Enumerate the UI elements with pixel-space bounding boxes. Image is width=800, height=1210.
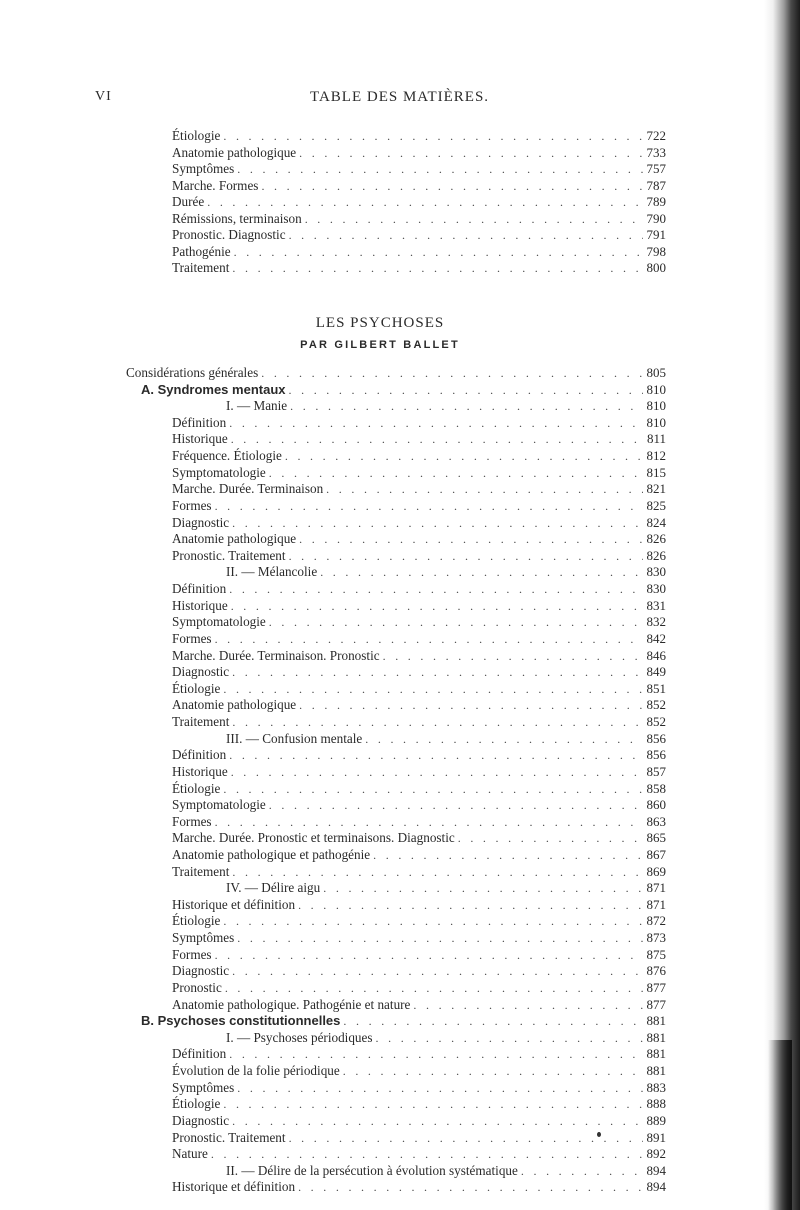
toc-entry-page: 849 xyxy=(646,664,666,680)
toc-entry-label: Diagnostic xyxy=(172,963,230,979)
dot-leader xyxy=(223,913,642,929)
toc-entry-label: Étiologie xyxy=(172,913,221,929)
toc-entry-page: 815 xyxy=(646,464,666,480)
toc-entry xyxy=(172,980,666,996)
toc-entry-label: IV. — Délire aigu xyxy=(226,880,321,896)
toc-entry-label: Historique et définition xyxy=(172,1179,296,1195)
toc-entry-label: Historique et définition xyxy=(172,896,296,912)
toc-entry-page: 858 xyxy=(646,780,666,796)
toc-entry-page: 830 xyxy=(646,581,666,597)
toc-entry xyxy=(172,747,666,763)
toc-entry xyxy=(172,847,666,863)
dot-leader xyxy=(323,880,642,896)
toc-entry-label: Diagnostic xyxy=(172,664,230,680)
toc-entry-label: Formes xyxy=(172,630,212,646)
toc-entry-label: Anatomie pathologique et pathogénie xyxy=(172,846,371,862)
toc-entry-label: Formes xyxy=(172,813,212,829)
toc-entry-label: Pronostic. Diagnostic xyxy=(172,227,286,242)
toc-entry-page: 831 xyxy=(646,597,666,613)
dot-leader xyxy=(289,548,643,564)
dot-leader xyxy=(231,598,643,614)
toc-entry xyxy=(172,448,666,464)
toc-entry-label: Symptômes xyxy=(172,161,235,176)
toc-entry xyxy=(172,1179,666,1195)
toc-entry-label: Traitement xyxy=(172,714,230,730)
dot-leader xyxy=(232,1113,642,1129)
toc-entry-page: 805 xyxy=(646,365,666,380)
dot-leader xyxy=(215,814,643,830)
toc-entry xyxy=(172,1046,666,1062)
dot-leader xyxy=(223,681,642,697)
toc-entry-label: Définition xyxy=(172,1046,227,1062)
toc-entry-page: 810 xyxy=(646,381,666,397)
dot-leader xyxy=(326,481,642,497)
dot-leader xyxy=(232,515,642,531)
dot-leader xyxy=(458,830,643,846)
toc-entry-page: 824 xyxy=(646,514,666,530)
toc-entry-page: 798 xyxy=(646,243,666,259)
toc-entry-page: 871 xyxy=(646,896,666,912)
toc-entry xyxy=(141,382,666,398)
toc-entry xyxy=(172,260,666,276)
dot-leader xyxy=(299,531,642,547)
toc-entry xyxy=(172,1146,666,1162)
toc-entry-page: 881 xyxy=(646,1029,666,1045)
toc-entry-page: 883 xyxy=(646,1079,666,1095)
dot-leader xyxy=(261,178,642,194)
toc-entry-label: I. — Psychoses périodiques xyxy=(226,1029,373,1045)
toc-entry-page: 790 xyxy=(646,210,666,226)
dot-leader xyxy=(299,145,642,161)
dot-leader xyxy=(215,631,643,647)
toc-entry-page: 891 xyxy=(646,1129,666,1145)
toc-entry-page: 856 xyxy=(646,730,666,746)
toc-entry xyxy=(172,631,666,647)
toc-entry-page: 863 xyxy=(646,813,666,829)
dot-leader xyxy=(373,847,642,863)
toc-entry xyxy=(172,947,666,963)
toc-entry-page: 881 xyxy=(646,1063,666,1079)
toc-entry xyxy=(172,814,666,830)
toc-entry-page: 876 xyxy=(646,963,666,979)
dot-leader xyxy=(299,697,642,713)
toc-entry-page: 832 xyxy=(646,614,666,630)
toc-entry xyxy=(172,515,666,531)
dot-leader xyxy=(298,897,642,913)
dot-leader xyxy=(365,731,642,747)
toc-entry-label: Traitement xyxy=(172,863,230,879)
toc-entry xyxy=(172,664,666,680)
toc-entry xyxy=(172,194,666,210)
dot-leader xyxy=(521,1163,643,1179)
toc-entry-page: 757 xyxy=(646,161,666,176)
toc-entry-page: 894 xyxy=(646,1179,666,1195)
toc-entry-label: Anatomie pathologique xyxy=(172,531,297,547)
toc-entry-label: Historique xyxy=(172,597,228,613)
dot-leader xyxy=(237,1080,642,1096)
toc-entry-page: 867 xyxy=(646,846,666,862)
toc-entry-label: Étiologie xyxy=(172,128,221,143)
toc-entry-label: II. — Délire de la persécution à évolution systématique xyxy=(226,1162,518,1178)
toc-entry-page: 857 xyxy=(646,763,666,779)
toc-entry-label: Traitement xyxy=(172,260,230,275)
toc-entry xyxy=(226,731,666,747)
toc-entry xyxy=(172,864,666,880)
toc-entry xyxy=(226,1163,666,1179)
toc-entry-label: Diagnostic xyxy=(172,1112,230,1128)
toc-entry-label: Historique xyxy=(172,763,228,779)
toc-entry-page: 812 xyxy=(646,448,666,464)
toc-entry-page: 826 xyxy=(646,531,666,547)
toc-entry-label: Étiologie xyxy=(172,680,221,696)
page-header xyxy=(95,89,655,109)
toc-entry-page: 860 xyxy=(646,797,666,813)
dot-leader xyxy=(269,797,643,813)
dot-leader xyxy=(225,980,643,996)
toc-entry-page: 846 xyxy=(646,647,666,663)
toc-entry-page: 852 xyxy=(646,714,666,730)
toc-entry-label: Symptomatologie xyxy=(172,614,266,630)
toc-entry-label: Marche. Durée. Pronostic et terminaisons. Diagnostic xyxy=(172,830,455,846)
dot-leader xyxy=(343,1063,643,1079)
toc-entry xyxy=(172,465,666,481)
toc-entry xyxy=(172,614,666,630)
toc-entry-page: 826 xyxy=(646,547,666,563)
dot-leader xyxy=(237,161,642,177)
dot-leader xyxy=(289,382,643,398)
toc-entry-page: 894 xyxy=(646,1162,666,1178)
toc-entry-page: 851 xyxy=(646,680,666,696)
toc-entry xyxy=(172,548,666,564)
dot-leader xyxy=(229,1046,642,1062)
toc-entry-page: 810 xyxy=(646,414,666,430)
toc-entry-page: 869 xyxy=(646,863,666,879)
page-edge-dark xyxy=(768,1040,792,1210)
toc-entry-page: 842 xyxy=(646,630,666,646)
toc-entry xyxy=(172,581,666,597)
toc-entry-page: 881 xyxy=(646,1013,666,1029)
dot-leader xyxy=(215,947,643,963)
toc-entry-label: Pronostic. Traitement xyxy=(172,547,286,563)
toc-entry xyxy=(226,564,666,580)
dot-leader xyxy=(232,664,642,680)
toc-entry-label: Anatomie pathologique xyxy=(172,697,297,713)
toc-entry-label: Marche. Durée. Terminaison. Pronostic xyxy=(172,647,380,663)
toc-entry xyxy=(172,227,666,243)
toc-entry xyxy=(172,1080,666,1096)
toc-entry-page: 877 xyxy=(646,979,666,995)
toc-entry xyxy=(172,145,666,161)
toc-entry-page: 800 xyxy=(646,260,666,275)
toc-entry-label: Considérations générales xyxy=(126,365,259,380)
toc-entry-label: Formes xyxy=(172,497,212,513)
toc-entry-label: Historique xyxy=(172,431,228,447)
toc-entry xyxy=(172,963,666,979)
dot-leader xyxy=(298,1179,642,1195)
dot-leader xyxy=(229,415,642,431)
dot-leader xyxy=(376,1030,643,1046)
section-author: PAR GILBERT BALLET xyxy=(300,339,460,351)
toc-entry-label: Symptomatologie xyxy=(172,797,266,813)
dot-leader xyxy=(207,194,642,210)
dot-leader xyxy=(223,781,642,797)
toc-entry-page: 892 xyxy=(646,1146,666,1162)
toc-entry-label: Symptômes xyxy=(172,1079,235,1095)
page-folio: VI xyxy=(95,89,112,104)
toc-entry xyxy=(172,697,666,713)
dot-leader xyxy=(223,1096,642,1112)
toc-entry-page: 865 xyxy=(646,830,666,846)
dot-leader xyxy=(290,398,642,414)
dot-leader xyxy=(305,211,643,227)
toc-entry-page: 791 xyxy=(646,227,666,242)
toc-entry-label: Symptômes xyxy=(172,930,235,946)
toc-entry xyxy=(172,211,666,227)
dot-leader xyxy=(237,930,642,946)
dot-leader xyxy=(234,244,643,260)
toc-entry xyxy=(172,1130,666,1146)
dot-leader xyxy=(413,997,642,1013)
running-title: TABLE DES MATIÈRES. xyxy=(310,89,490,105)
toc-entry xyxy=(172,1113,666,1129)
toc-entry-label: Définition xyxy=(172,581,227,597)
toc-entry-label: Symptomatologie xyxy=(172,464,266,480)
toc-entry xyxy=(172,781,666,797)
dot-leader xyxy=(285,448,643,464)
toc-entry-label: Diagnostic xyxy=(172,514,230,530)
toc-entry-page: 856 xyxy=(646,747,666,763)
toc-entry-page: 871 xyxy=(646,880,666,896)
toc-entry-page: 722 xyxy=(646,128,666,143)
toc-entry-label: Formes xyxy=(172,946,212,962)
dot-leader xyxy=(229,747,642,763)
toc-entry-label: A. Syndromes mentaux xyxy=(141,381,286,397)
dot-leader xyxy=(211,1146,643,1162)
toc-entry-label: Durée xyxy=(172,194,205,209)
toc-entry xyxy=(172,598,666,614)
paper-speck xyxy=(597,1132,601,1137)
dot-leader xyxy=(232,260,642,276)
toc-entry xyxy=(126,365,666,381)
toc-entry xyxy=(172,714,666,730)
toc-entry-label: Nature xyxy=(172,1146,208,1162)
dot-leader xyxy=(232,864,642,880)
toc-entry xyxy=(172,913,666,929)
toc-entry-label: Anatomie pathologique xyxy=(172,144,297,160)
toc-entry xyxy=(172,997,666,1013)
dot-leader xyxy=(215,498,643,514)
toc-entry xyxy=(172,431,666,447)
toc-entry xyxy=(172,897,666,913)
toc-entry xyxy=(172,481,666,497)
dot-leader xyxy=(231,764,643,780)
toc-entry-label: Anatomie pathologique. Pathogénie et nature xyxy=(172,996,411,1012)
toc-entry-label: II. — Mélancolie xyxy=(226,564,318,580)
toc-entry xyxy=(226,398,666,414)
dot-leader xyxy=(232,714,642,730)
toc-entry-label: Rémissions, terminaison xyxy=(172,210,302,226)
toc-entry xyxy=(172,797,666,813)
toc-entry xyxy=(172,830,666,846)
toc-entry xyxy=(172,415,666,431)
toc-entry xyxy=(172,1063,666,1079)
toc-entry-label: Marche. Formes xyxy=(172,177,259,193)
toc-entry-page: 787 xyxy=(646,177,666,193)
toc-entry xyxy=(141,1013,666,1029)
toc-entry xyxy=(172,128,666,144)
toc-entry xyxy=(172,1096,666,1112)
dot-leader xyxy=(229,581,642,597)
toc-entry-label: I. — Manie xyxy=(226,398,288,414)
toc-entry-page: 872 xyxy=(646,913,666,929)
toc-entry-page: 821 xyxy=(646,481,666,497)
dot-leader xyxy=(232,963,642,979)
toc-entry xyxy=(172,161,666,177)
toc-entry-label: Pathogénie xyxy=(172,243,231,259)
toc-entry-label: Définition xyxy=(172,747,227,763)
toc-entry-label: Fréquence. Étiologie xyxy=(172,448,282,464)
toc-entry-page: 825 xyxy=(646,497,666,513)
toc-entry-page: 873 xyxy=(646,930,666,946)
dot-leader xyxy=(231,431,643,447)
toc-entry-label: Pronostic. Traitement xyxy=(172,1129,286,1145)
toc-entry xyxy=(172,244,666,260)
toc-entry-page: 810 xyxy=(646,398,666,414)
toc-entry-page: 789 xyxy=(646,194,666,209)
toc-entry xyxy=(172,764,666,780)
toc-entry-label: III. — Confusion mentale xyxy=(226,730,363,746)
dot-leader xyxy=(383,648,643,664)
toc-entry-page: 889 xyxy=(646,1112,666,1128)
toc-entry-label: B. Psychoses constitutionnelles xyxy=(141,1013,341,1029)
toc-entry-label: Pronostic xyxy=(172,979,222,995)
toc-entry-label: Évolution de la folie périodique xyxy=(172,1063,340,1079)
dot-leader xyxy=(269,614,643,630)
section-title: LES PSYCHOSES xyxy=(315,315,445,331)
toc-entry xyxy=(172,681,666,697)
toc-entry-label: Étiologie xyxy=(172,780,221,796)
toc-entry xyxy=(172,648,666,664)
dot-leader xyxy=(343,1013,642,1029)
toc-entry xyxy=(226,880,666,896)
toc-entry xyxy=(172,178,666,194)
toc-entry-label: Définition xyxy=(172,414,227,430)
toc-entry-page: 811 xyxy=(646,431,666,447)
toc-entry-label: Marche. Durée. Terminaison xyxy=(172,481,324,497)
toc-entry-page: 830 xyxy=(646,564,666,580)
dot-leader xyxy=(223,128,642,144)
toc-entry xyxy=(172,531,666,547)
toc-entry xyxy=(172,498,666,514)
toc-entry xyxy=(226,1030,666,1046)
toc-entry-page: 881 xyxy=(646,1046,666,1062)
dot-leader xyxy=(261,365,642,381)
toc-entry-page: 877 xyxy=(646,996,666,1012)
page-edge-shadow xyxy=(764,0,800,1210)
toc-entry-page: 733 xyxy=(646,144,666,160)
toc-entry-label: Étiologie xyxy=(172,1096,221,1112)
dot-leader xyxy=(269,465,643,481)
dot-leader xyxy=(289,1130,643,1146)
toc-entry xyxy=(172,930,666,946)
toc-entry-page: 888 xyxy=(646,1096,666,1112)
toc-entry-page: 852 xyxy=(646,697,666,713)
toc-entry-page: 875 xyxy=(646,946,666,962)
dot-leader xyxy=(320,564,642,580)
dot-leader xyxy=(289,227,643,243)
